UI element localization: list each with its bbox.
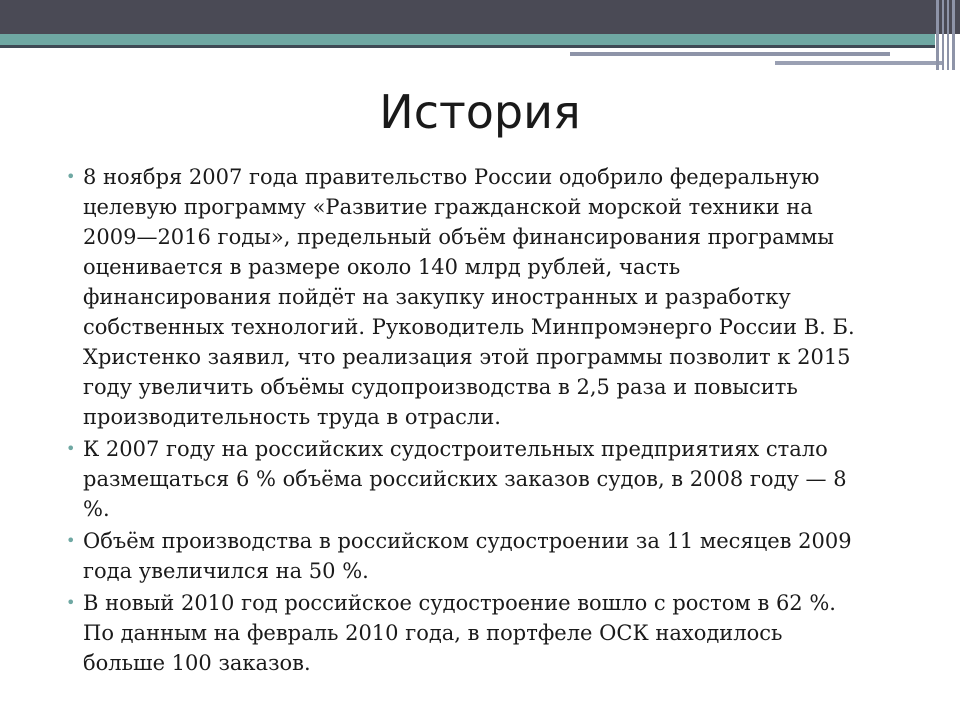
bullet-item — [66, 526, 866, 586]
bullet-icon: • — [66, 593, 76, 612]
bullet-icon: • — [66, 531, 76, 550]
header-teal-strip — [0, 34, 935, 45]
header-side-stripes — [936, 0, 960, 70]
bullet-list — [66, 162, 866, 680]
slide-title: История — [379, 85, 581, 139]
bullet-text: Объём производства в российском судостроении за 11 месяцев 2009 года увеличился на 50 %. — [83, 529, 852, 583]
header-divider — [0, 45, 935, 48]
header-band — [0, 0, 960, 34]
bullet-item — [66, 588, 866, 678]
bullet-text: В новый 2010 год российское судостроение вошло с ростом в 62 %. По данным на февраль 2010 года, в портфеле ОСК находилось больше 100 заказов. — [83, 591, 836, 675]
header-accent-line — [570, 52, 890, 56]
bullet-text: К 2007 году на российских судостроительных предприятиях стало размещаться 6 % объёма российских заказов судов, в 2008 году — 8 %. — [83, 437, 847, 521]
bullet-icon: • — [66, 439, 76, 458]
header-accent-line-short — [775, 61, 943, 65]
bullet-icon: • — [66, 167, 76, 186]
bullet-text: 8 ноября 2007 года правительство России одобрило федеральную целевую программу «Развитие гражданской морской техники на 2009—2016 годы», предельный объём финансирования программы оценивается в размере около 140 млрд рублей, часть финансирования пойдёт на закупку иностранных и разработку собственных технологий. Руководитель Минпромэнерго России В. Б. Христенко заявил, что реализация этой программы позволит к 2015 году увеличить объёмы судопроизводства в 2,5 раза и повысить производительность труда в отрасли. — [83, 165, 855, 429]
bullet-item — [66, 162, 866, 432]
bullet-item — [66, 434, 866, 524]
